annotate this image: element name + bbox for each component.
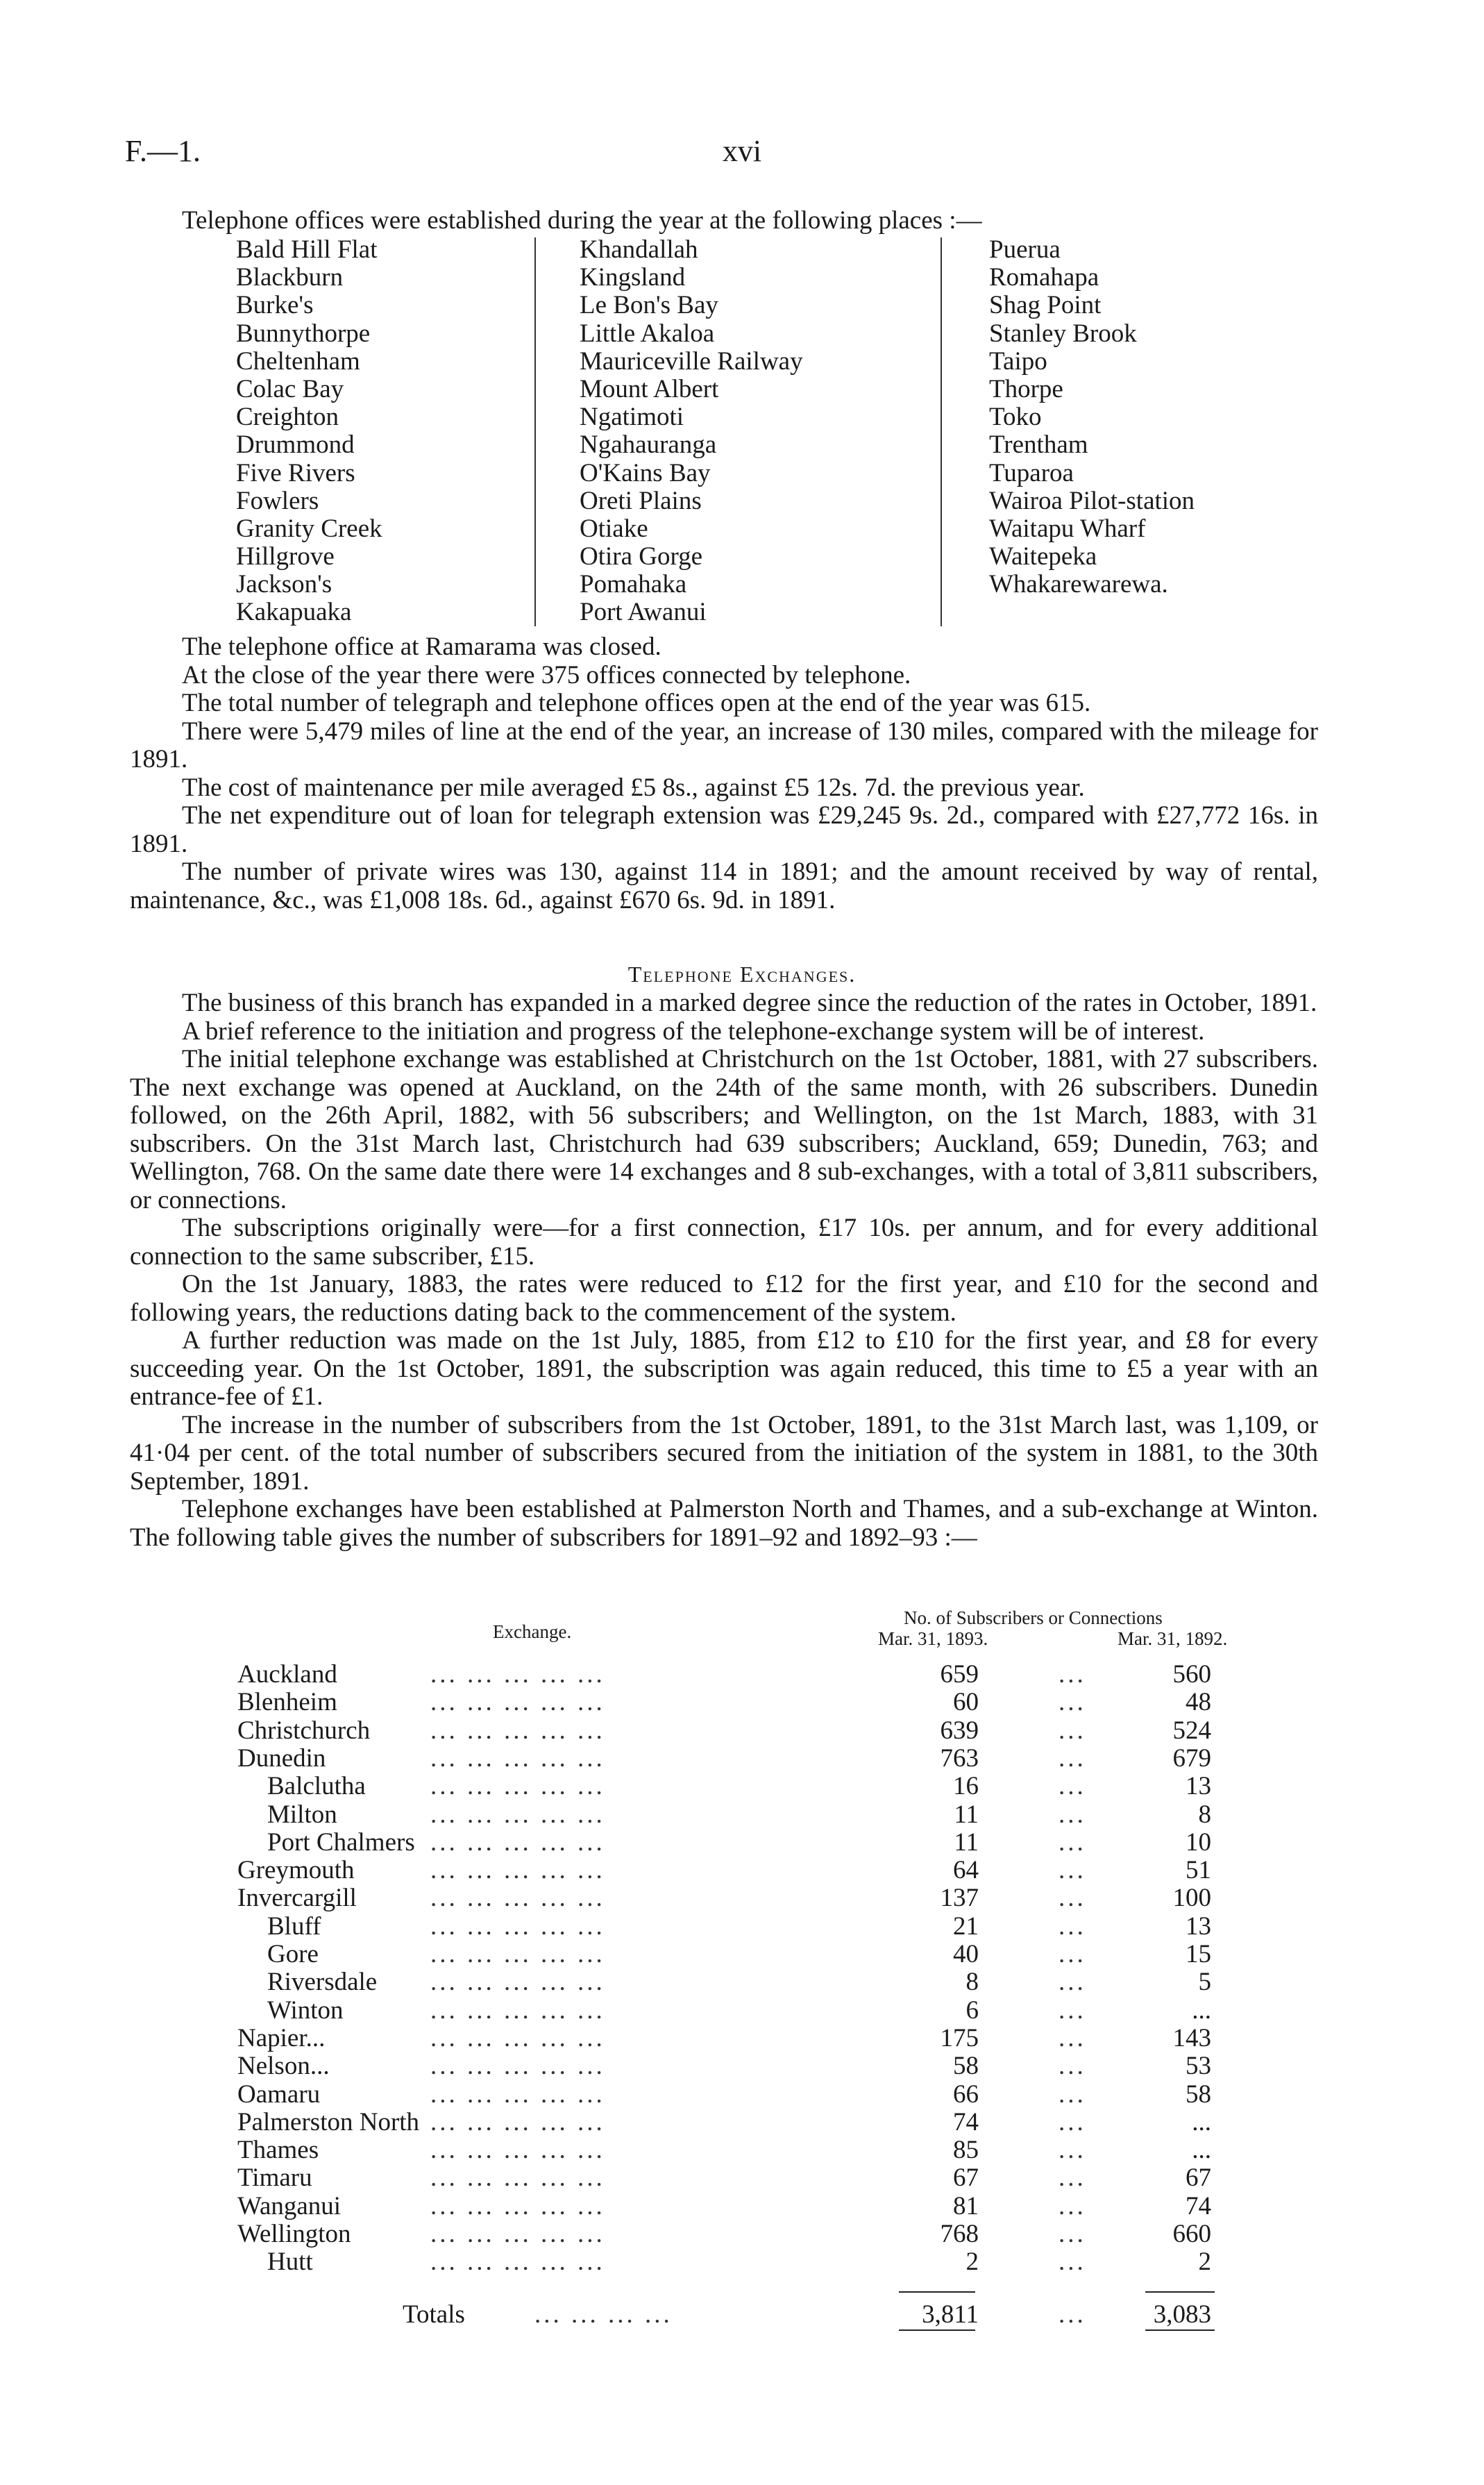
subscribers-1893: 16	[953, 1772, 979, 1801]
subscribers-1892: 13	[1186, 1911, 1211, 1941]
exchange-name: Greymouth	[237, 1856, 355, 1885]
table-row	[0, 2135, 1484, 2163]
table-row	[0, 1967, 1484, 1995]
place-name: Bunnythorpe	[236, 319, 371, 348]
leader-dots: ...	[1059, 1940, 1086, 1968]
paragraph: A further reduction was made on the 1st July, 1885, from £12 to £10 for the first year, and £8 for every succeeding year. On the 1st October, 1891, the subscription was again reduced, this time to £5 a year with an entrance-fee of £1.	[130, 1326, 1318, 1411]
exchange-name: Oamaru	[237, 2080, 321, 2109]
place-name: Granity Creek	[236, 514, 382, 543]
place-name: Port Awanui	[580, 598, 707, 627]
paragraph: At the close of the year there were 375 offices connected by telephone.	[182, 660, 911, 689]
leader-dots: ... ... ... ... ...	[430, 1968, 605, 1997]
place-name: Jackson's	[236, 570, 332, 599]
subscribers-1893: 8	[966, 1968, 979, 1997]
exchange-name: Wellington	[237, 2220, 351, 2248]
leader-dots: ... ... ... ... ...	[430, 2023, 605, 2052]
place-name: Otira Gorge	[580, 542, 703, 571]
place-name: Toko	[989, 403, 1042, 432]
place-name: Little Akaloa	[580, 319, 715, 348]
exchange-name: Gore	[267, 1940, 319, 1968]
place-name: Waitapu Wharf	[989, 514, 1146, 543]
exchange-name: Riversdale	[267, 1968, 378, 1997]
place-name: Mauriceville Railway	[580, 346, 803, 376]
exchange-name: Balclutha	[267, 1772, 366, 1801]
place-name: Five Rivers	[236, 458, 355, 487]
table-row	[0, 2107, 1484, 2135]
subscribers-1893: 763	[940, 1743, 979, 1773]
place-name: Khandallah	[580, 235, 698, 264]
subscribers-1892: ...	[1192, 1995, 1211, 2025]
leader-dots: ...	[1059, 2164, 1086, 2193]
leader-dots: ...	[1059, 1800, 1086, 1829]
subscribers-1893: 11	[954, 1827, 979, 1857]
leader-dots: ...	[1059, 1884, 1086, 1913]
subscribers-1893: 85	[953, 2136, 979, 2165]
table-row	[0, 2163, 1484, 2191]
total-rule	[1145, 2329, 1215, 2331]
paragraph: The increase in the number of subscribers from the 1st October, 1891, to the 31st March last, was 1,109, or 41·04 per cent. of the total number of subscribers secured from the initiation of the system in 1881, to the 30th September, 1891.	[130, 1410, 1318, 1496]
place-name: Ngahauranga	[580, 430, 717, 460]
place-name: Stanley Brook	[989, 319, 1137, 348]
exchange-name: Thames	[237, 2136, 319, 2165]
subscribers-1892: ...	[1192, 2107, 1211, 2136]
exchange-name: Port Chalmers	[267, 1827, 415, 1857]
subscribers-1892: 15	[1186, 1940, 1211, 1968]
subscribers-1893: 11	[954, 1800, 979, 1829]
table-row	[0, 2191, 1484, 2219]
exchange-name: Napier...	[237, 2023, 326, 2052]
total-rule	[899, 2329, 975, 2331]
leader-dots: ...	[1059, 1995, 1086, 2025]
leader-dots: ... ... ... ... ...	[430, 2107, 605, 2136]
leader-dots: ...	[1059, 2052, 1086, 2081]
leader-dots: ... ... ... ... ...	[430, 1940, 605, 1968]
place-name: Whakarewarewa.	[989, 570, 1168, 599]
subscribers-1892: 13	[1186, 1772, 1211, 1801]
subscribers-1892: 58	[1186, 2080, 1211, 2109]
leader-dots: ...	[1059, 1856, 1086, 1885]
subscribers-1893: 137	[940, 1884, 979, 1913]
place-name: O'Kains Bay	[580, 458, 711, 487]
paragraph: The total number of telegraph and telephone offices open at the end of the year was 615.	[182, 689, 1091, 717]
paragraph: The business of this branch has expanded in a marked degree since the reduction of the rates in October, 1891.	[182, 989, 1317, 1017]
page-reference: F.—1.	[125, 134, 201, 168]
table-row	[0, 1827, 1484, 1855]
leader-dots: ...	[1059, 1743, 1086, 1773]
place-name: Colac Bay	[236, 374, 344, 403]
subscribers-1892: ...	[1192, 2136, 1211, 2165]
total-1892: 3,083	[1153, 2300, 1211, 2329]
exchange-name: Blenheim	[237, 1688, 337, 1717]
paragraph: The telephone office at Ramarama was closed.	[182, 633, 661, 661]
leader-dots: ...	[1059, 1968, 1086, 1997]
leader-dots: ... ... ... ... ...	[430, 1856, 605, 1885]
subscribers-1893: 74	[953, 2107, 979, 2136]
subscribers-1892: 8	[1198, 1800, 1211, 1829]
exchange-paragraphs	[130, 989, 1318, 1552]
summary-paragraphs	[130, 633, 1318, 914]
subscribers-1892: 53	[1186, 2052, 1211, 2081]
place-name: Taipo	[989, 346, 1047, 376]
leader-dots: ... ... ... ... ...	[430, 1660, 605, 1689]
place-name: Creighton	[236, 403, 339, 432]
exchange-name: Christchurch	[237, 1716, 371, 1745]
subscribers-1893: 175	[940, 2023, 979, 2052]
subscribers-1893: 60	[953, 1688, 979, 1717]
subscribers-1892: 74	[1186, 2191, 1211, 2220]
subscribers-1893: 66	[953, 2080, 979, 2109]
place-name: Cheltenham	[236, 346, 360, 376]
paragraph: A brief reference to the initiation and progress of the telephone-exchange system will be of interest.	[182, 1016, 1205, 1046]
leader-dots: ...	[1059, 1716, 1086, 1745]
place-name: Kakapuaka	[236, 598, 352, 627]
place-name: Pomahaka	[580, 570, 687, 599]
places-column-1	[236, 236, 382, 627]
place-name: Le Bon's Bay	[580, 291, 718, 320]
table-header-group: No. of Subscribers or Connections	[904, 1607, 1163, 1628]
total-rule	[899, 2291, 975, 2293]
subscribers-1892: 5	[1198, 1968, 1211, 1997]
leader-dots: ... ... ... ... ...	[430, 1800, 605, 1829]
place-name: Trentham	[989, 430, 1088, 460]
paragraph: The subscriptions originally were—for a first connection, £17 10s. per annum, and for every additional connection to the same subscriber, £15.	[130, 1214, 1318, 1271]
section-heading: Telephone Exchanges.	[627, 962, 857, 987]
exchange-name: Bluff	[267, 1911, 321, 1941]
leader-dots: ...	[1059, 2107, 1086, 2136]
place-name: Romahapa	[989, 263, 1099, 292]
table-row	[0, 1716, 1484, 1743]
exchange-name: Auckland	[237, 1660, 337, 1689]
table-header-1893: Mar. 31, 1893.	[878, 1628, 988, 1649]
paragraph: The number of private wires was 130, against 114 in 1891; and the amount received by way of rental, maintenance, &c., was £1,008 18s. 6d., against £670 6s. 9d. in 1891.	[130, 857, 1318, 914]
exchange-name: Winton	[267, 1995, 344, 2025]
subscribers-1892: 100	[1172, 1884, 1211, 1913]
place-name: Kingsland	[580, 263, 686, 292]
subscribers-1892: 51	[1186, 1856, 1211, 1885]
subscribers-1892: 10	[1186, 1827, 1211, 1857]
subscribers-1893: 58	[953, 2052, 979, 2081]
exchange-name: Nelson...	[237, 2052, 330, 2081]
table-header-exchange: Exchange.	[493, 1621, 572, 1642]
leader-dots: ...	[1059, 1911, 1086, 1941]
column-divider	[941, 237, 942, 626]
subscribers-1893: 6	[966, 1995, 979, 2025]
leader-dots: ... ... ... ... ...	[430, 2220, 605, 2248]
subscribers-1893: 639	[940, 1716, 979, 1745]
exchange-name: Palmerston North	[237, 2107, 420, 2136]
paragraph: The cost of maintenance per mile averaged £5 8s., against £5 12s. 7d. the previous year.	[182, 773, 1085, 802]
leader-dots: ...	[1059, 2300, 1086, 2329]
exchange-name: Wanganui	[237, 2191, 342, 2220]
table-row	[0, 2247, 1484, 2275]
leader-dots: ...	[1059, 1688, 1086, 1717]
place-name: Otiake	[580, 514, 648, 543]
leader-dots: ... ... ... ... ...	[430, 2191, 605, 2220]
leader-dots: ... ... ... ... ...	[430, 1911, 605, 1941]
exchange-name: Hutt	[267, 2248, 313, 2277]
table-header-1892: Mar. 31, 1892.	[1118, 1628, 1228, 1649]
leader-dots: ... ... ... ... ...	[430, 2164, 605, 2193]
subscribers-1893: 40	[953, 1940, 979, 1968]
total-1893: 3,811	[922, 2300, 979, 2329]
leader-dots: ...	[1059, 1827, 1086, 1857]
leader-dots: ...	[1059, 1772, 1086, 1801]
leader-dots: ... ... ... ... ...	[430, 1884, 605, 1913]
subscribers-1892: 524	[1172, 1716, 1211, 1745]
leader-dots: ... ... ... ... ...	[430, 2052, 605, 2081]
place-name: Puerua	[989, 235, 1061, 264]
leader-dots: ...	[1059, 2080, 1086, 2109]
subscribers-1892: 660	[1172, 2220, 1211, 2248]
subscribers-1892: 67	[1186, 2164, 1211, 2193]
table-row	[0, 1911, 1484, 1939]
totals-label: Totals	[403, 2300, 465, 2329]
leader-dots: ...	[1059, 2023, 1086, 2052]
leader-dots: ... ... ... ...	[534, 2300, 673, 2329]
exchange-name: Invercargill	[237, 1884, 357, 1913]
exchange-name: Milton	[267, 1800, 337, 1829]
subscribers-1893: 768	[940, 2220, 979, 2248]
places-column-2	[580, 236, 803, 627]
table-row	[0, 2219, 1484, 2247]
leader-dots: ... ... ... ... ...	[430, 1688, 605, 1717]
leader-dots: ...	[1059, 1660, 1086, 1689]
table-row	[0, 1800, 1484, 1827]
place-name: Burke's	[236, 291, 314, 320]
subscribers-1893: 21	[953, 1911, 979, 1941]
place-name: Ngatimoti	[580, 403, 684, 432]
subscribers-1892: 679	[1172, 1743, 1211, 1773]
subscribers-1893: 659	[940, 1660, 979, 1689]
subscribers-1892: 560	[1172, 1660, 1211, 1689]
table-row	[0, 1687, 1484, 1715]
place-name: Thorpe	[989, 374, 1063, 403]
place-name: Shag Point	[989, 291, 1102, 320]
leader-dots: ... ... ... ... ...	[430, 1716, 605, 1745]
subscribers-1893: 81	[953, 2191, 979, 2220]
leader-dots: ... ... ... ... ...	[430, 2136, 605, 2165]
table-row	[0, 1771, 1484, 1799]
intro-text: Telephone offices were established during the year at the following places :—	[182, 206, 982, 235]
place-name: Oreti Plains	[580, 486, 702, 515]
totals-row	[0, 2300, 1484, 2327]
leader-dots: ...	[1059, 2248, 1086, 2277]
leader-dots: ... ... ... ... ...	[430, 2080, 605, 2109]
page-number: xvi	[722, 134, 762, 168]
subscribers-1892: 143	[1172, 2023, 1211, 2052]
place-name: Hillgrove	[236, 542, 335, 571]
place-name: Bald Hill Flat	[236, 235, 378, 264]
place-name: Mount Albert	[580, 374, 719, 403]
leader-dots: ... ... ... ... ...	[430, 1743, 605, 1773]
place-name: Drummond	[236, 430, 355, 460]
table-row	[0, 2023, 1484, 2051]
exchange-name: Timaru	[237, 2164, 312, 2193]
table-row	[0, 2080, 1484, 2107]
leader-dots: ...	[1059, 2191, 1086, 2220]
paragraph: The initial telephone exchange was established at Christchurch on the 1st October, 1881, with 27 subscribers. The next exchange was opened at Auckland, on the 24th of the same month, with 26 subscribers. Dunedin followed, on the 26th April, 1882, with 56 subscribers; and Wellington, on the 1st March, 1883, with 31 subscribers. On the 31st March last, Christchurch had 639 subscribers; Auckland, 659; Dunedin, 763; and Wellington, 768. On the same date there were 14 exchanges and 8 sub-exchanges, with a total of 3,811 subscribers, or connections.	[130, 1045, 1318, 1214]
place-name: Fowlers	[236, 486, 319, 515]
table-row	[0, 1883, 1484, 1911]
subscribers-1893: 67	[953, 2164, 979, 2193]
subscribers-1893: 2	[966, 2248, 979, 2277]
paragraph: On the 1st January, 1883, the rates were reduced to £12 for the first year, and £10 for the second and following years, the reductions dating back to the commencement of the system.	[130, 1270, 1318, 1327]
leader-dots: ... ... ... ... ...	[430, 2248, 605, 2277]
table-row	[0, 1855, 1484, 1883]
leader-dots: ...	[1059, 2136, 1086, 2165]
subscribers-1893: 64	[953, 1856, 979, 1885]
table-row	[0, 2051, 1484, 2079]
paragraph: Telephone exchanges have been established at Palmerston North and Thames, and a sub-exchange at Winton. The following table gives the number of subscribers for 1891–92 and 1892–93 :—	[130, 1495, 1318, 1552]
place-name: Waitepeka	[989, 542, 1097, 571]
table-row	[0, 1659, 1484, 1687]
paragraph: There were 5,479 miles of line at the end of the year, an increase of 130 miles, compared with the mileage for 1891.	[130, 717, 1318, 773]
table-row	[0, 1743, 1484, 1771]
leader-dots: ... ... ... ... ...	[430, 1995, 605, 2025]
exchange-name: Dunedin	[237, 1743, 326, 1773]
table-row	[0, 1995, 1484, 2023]
table-row	[0, 1939, 1484, 1967]
paragraph: The net expenditure out of loan for telegraph extension was £29,245 9s. 2d., compared with £27,772 16s. in 1891.	[130, 801, 1318, 858]
leader-dots: ... ... ... ... ...	[430, 1827, 605, 1857]
place-name: Wairoa Pilot-station	[989, 486, 1195, 515]
column-divider	[534, 237, 536, 626]
leader-dots: ... ... ... ... ...	[430, 1772, 605, 1801]
place-name: Tuparoa	[989, 458, 1074, 487]
leader-dots: ...	[1059, 2220, 1086, 2248]
place-name: Blackburn	[236, 263, 344, 292]
subscribers-1892: 48	[1186, 1688, 1211, 1717]
places-column-3	[989, 236, 1195, 599]
subscribers-1892: 2	[1198, 2248, 1211, 2277]
total-rule	[1145, 2291, 1215, 2293]
